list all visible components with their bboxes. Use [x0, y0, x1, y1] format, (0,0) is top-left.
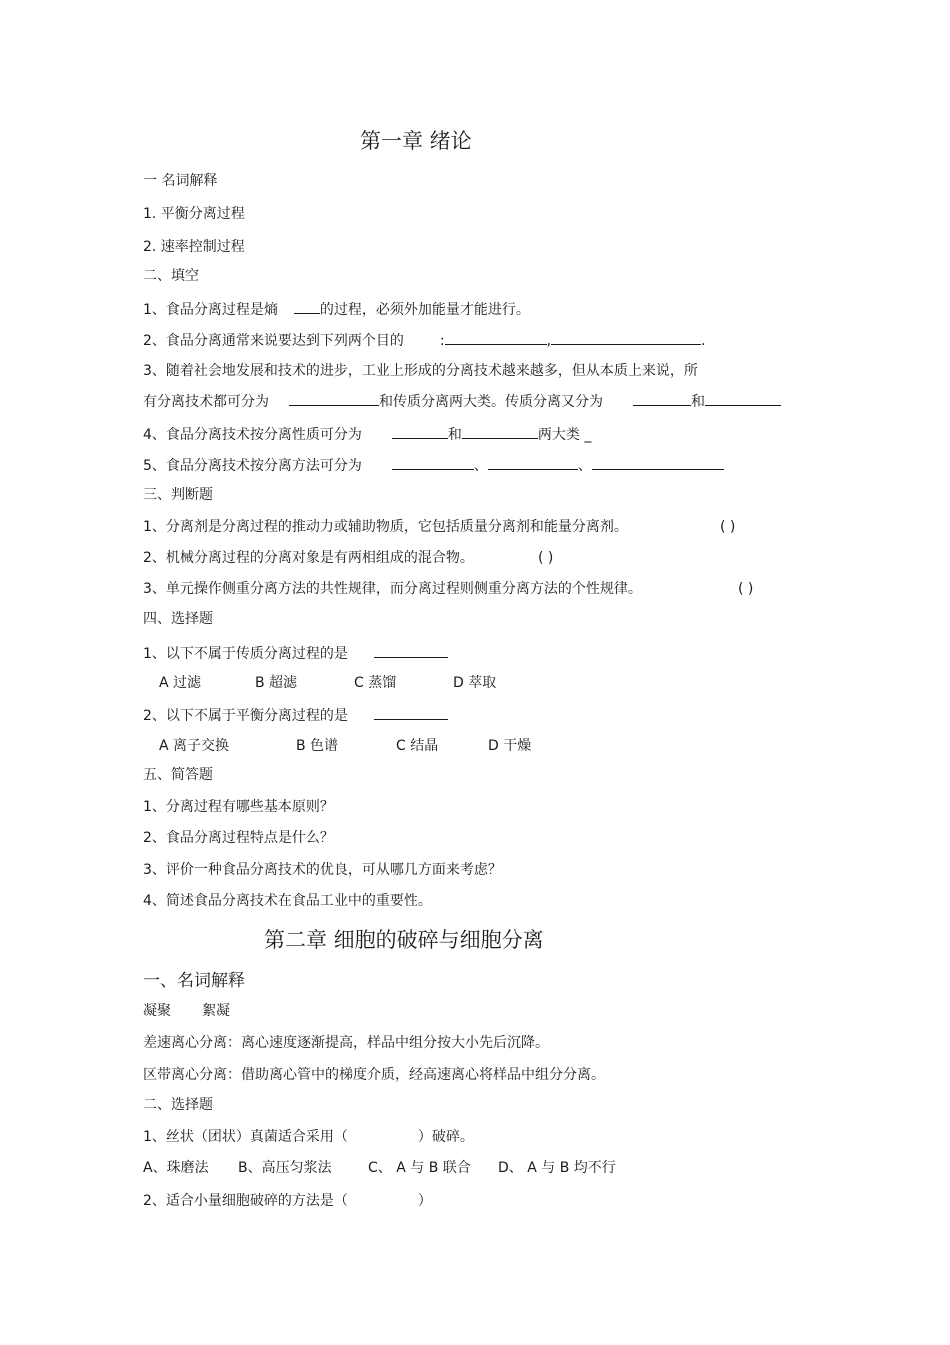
choice-q2-option-b: B 色谱: [296, 738, 339, 754]
glossary-item-1: 1. 平衡分离过程: [143, 206, 245, 222]
ch2-choice-q1-option-d: D、 A 与 B 均不行: [498, 1160, 616, 1176]
choice-question-2: [143, 705, 448, 725]
fill-question-4: [143, 424, 591, 444]
ch2-definition-1: 差速离心分离：离心速度逐渐提高，样品中组分按大小先后沉降。: [143, 1035, 549, 1051]
ch2-choice-q2-text: 2、适合小量细胞破碎的方法是（: [143, 1193, 348, 1209]
ch2-choice-question-1: [143, 1128, 474, 1146]
ch2-term-1: 凝聚: [143, 1003, 171, 1019]
chapter-2-title: 第二章 细胞的破碎与细胞分离: [264, 928, 544, 952]
ch2-choice-q1-text: 1、丝状（团状）真菌适合采用（: [143, 1129, 348, 1145]
fill-question-3-line2: [143, 391, 781, 411]
ch2-section-heading-multiple-choice: 二、选择题: [143, 1097, 213, 1113]
ch2-choice-q1-option-b: B、高压匀浆法: [238, 1160, 332, 1176]
judge-item-2: 2、机械分离过程的分离对象是有两相组成的混合物。: [143, 550, 474, 566]
fill-q2-period: .: [701, 333, 706, 349]
ch2-choice-q2-text-end: ）: [417, 1193, 432, 1209]
fill-question-5: [143, 455, 724, 475]
answer-blank: [488, 455, 578, 470]
ch2-choice-q1-option-a: A、珠磨法: [143, 1160, 209, 1176]
ch2-definition-2: 区带离心分离：借助离心管中的梯度介质，经高速离心将样品中组分分离。: [143, 1067, 605, 1083]
judge-item-2-paren: ( ): [538, 550, 554, 566]
ch2-choice-q1-text-end: ）破碎。: [417, 1129, 474, 1145]
answer-blank: [445, 330, 547, 345]
ch2-choice-question-2: [143, 1192, 432, 1210]
fill-question-1: [143, 299, 530, 319]
ch2-section-heading-glossary: 一、名词解释: [143, 971, 245, 991]
section-heading-multiple-choice: 四、选择题: [143, 611, 213, 627]
answer-blank: [462, 424, 538, 439]
choice-q1-text: 1、以下不属于传质分离过程的是: [143, 646, 348, 662]
judge-item-1-paren: ( ): [720, 519, 736, 535]
fill-q5-sep-2: 、: [577, 458, 592, 474]
choice-q2-option-c: C 结晶: [396, 738, 439, 754]
fill-q5-text: 5、食品分离技术按分离方法可分为: [143, 458, 362, 474]
answer-blank: [294, 299, 320, 314]
chapter-1-title: 第一章 绪论: [360, 129, 472, 153]
ch2-choice-q1-option-c: C、 A 与 B 联合: [368, 1160, 471, 1176]
fill-q2-colon: :: [439, 333, 445, 349]
fill-q1-text: 1、食品分离过程是熵: [143, 302, 278, 318]
fill-q5-sep-1: 、: [473, 458, 488, 474]
choice-q1-option-a: A 过滤: [159, 675, 202, 691]
answer-blank: [392, 424, 448, 439]
choice-q1-option-c: C 蒸馏: [354, 675, 397, 691]
fill-q1-text-end: 的过程，必须外加能量才能进行。: [319, 302, 530, 318]
answer-blank: [592, 455, 724, 470]
choice-q2-option-d: D 干燥: [488, 738, 532, 754]
judge-item-3-paren: ( ): [738, 581, 754, 597]
section-heading-glossary: 一 名词解释: [143, 173, 218, 189]
short-answer-item-4: 4、简述食品分离技术在食品工业中的重要性。: [143, 893, 432, 909]
choice-question-1: [143, 643, 448, 663]
fill-q4-text-end: 两大类 _: [537, 427, 592, 443]
fill-question-3-line1: 3、随着社会地发展和技术的进步，工业上形成的分离技术越来越多，但从本质上来说，所: [143, 363, 698, 379]
answer-blank: [392, 455, 474, 470]
section-heading-fill-blank: 二、填空: [143, 268, 199, 284]
choice-q1-option-d: D 萃取: [453, 675, 497, 691]
fill-q4-and: 和: [447, 427, 462, 443]
answer-blank: [374, 705, 448, 720]
answer-blank: [374, 643, 448, 658]
fill-q2-text: 2、食品分离通常来说要达到下列两个目的: [143, 333, 404, 349]
ch2-term-2: 絮凝: [202, 1003, 230, 1019]
answer-blank: [551, 330, 701, 345]
choice-q2-text: 2、以下不属于平衡分离过程的是: [143, 708, 348, 724]
fill-q3-and: 和: [691, 394, 705, 410]
section-heading-true-false: 三、判断题: [143, 487, 213, 503]
short-answer-item-2: 2、食品分离过程特点是什么？: [143, 830, 334, 846]
choice-q1-option-b: B 超滤: [255, 675, 298, 691]
short-answer-item-1: 1、分离过程有哪些基本原则？: [143, 799, 334, 815]
fill-q3-text-mid: 和传质分离两大类。传质分离又分为: [379, 394, 603, 410]
section-heading-short-answer: 五、简答题: [143, 767, 213, 783]
fill-q2-comma: ,: [546, 333, 552, 349]
choice-q2-option-a: A 离子交换: [159, 738, 230, 754]
judge-item-3: 3、单元操作侧重分离方法的共性规律，而分离过程则侧重分离方法的个性规律。: [143, 581, 642, 597]
short-answer-item-3: 3、评价一种食品分离技术的优良，可从哪几方面来考虑？: [143, 862, 502, 878]
answer-blank: [289, 391, 379, 406]
judge-item-1: 1、分离剂是分离过程的推动力或辅助物质，它包括质量分离剂和能量分离剂。: [143, 519, 628, 535]
fill-q3-text: 有分离技术都可分为: [143, 394, 269, 410]
fill-q4-text: 4、食品分离技术按分离性质可分为: [143, 427, 362, 443]
answer-blank: [633, 391, 691, 406]
answer-blank: [705, 391, 781, 406]
fill-question-2: [143, 330, 706, 350]
glossary-item-2: 2. 速率控制过程: [143, 239, 245, 255]
